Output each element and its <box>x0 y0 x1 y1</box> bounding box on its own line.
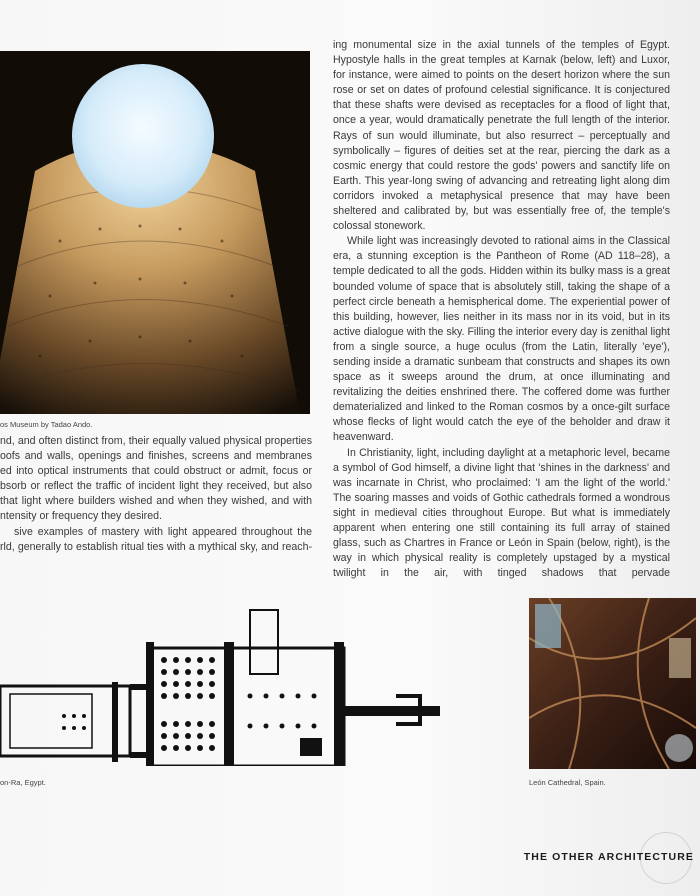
right-column <box>333 38 670 581</box>
left-column <box>0 434 312 555</box>
temple-floor-plan <box>0 598 440 766</box>
paragraph: sive examples of mastery with light appeared throughout the rld, generally to establish ritual ties with a mythical sky, and reach- <box>0 525 312 553</box>
museum-oculus-photo <box>0 51 310 414</box>
cathedral-photo <box>529 598 696 769</box>
plan-caption: on-Ra, Egypt. <box>0 778 46 787</box>
paragraph: nd, and often distinct from, their equally valued physical properties oofs and walls, openings and finishes, screens and membranes ed into optical instruments that could obstruct or admit, focus or bsorb or reflect the traffic of incident light they received, but also that light where builders wished and when they wished, and with ntensity or frequency they desired. <box>0 435 312 523</box>
cathedral-caption: León Cathedral, Spain. <box>529 778 606 787</box>
paragraph: In Christianity, light, including daylight at a metaphoric level, became a symbol of God himself, a divine light that 'shines in the darkness' and was incarnate in Christ, who proclaimed: 'I am the light of the world.' The soaring masses and voids of Gothic cathedrals formed a wondrous sight in medieval cities throughout Europe. But what is immediately apparent when entering one still containing its full array of stained glass, such as Chartres in France or León in Spain (below, right), is the way in which physical reality is completely upstaged by a mystical twilight in the air, with tinged shadows that pervade <box>333 446 670 580</box>
running-title: THE OTHER ARCHITECTURE <box>523 851 694 863</box>
paragraph: While light was increasingly devoted to rational aims in the Classical era, a stunning exception is the Pantheon of Rome (AD 118–28), a temple dedicated to all the gods. Hidden within its bulky mass is a great bounded volume of space that is absolutely still, taking the shape of a perfect circle beneath a hemispherical dome. The experiential power of this building, however, lies neither in its mass nor in its void, but in its active dialogue with the sky. Filling the interior every day is zenithal light from a single source, a huge oculus (from the Latin, literally 'eye'), sending inside a dramatic sunbeam that constructs and shapes its own space as it sweeps around the drum, at once illuminating and revitalizing the deities enshrined there. The coffered dome was further dematerialized and linked to the Roman cosmos by a once-gilt surface whose flecks of light would catch the eye of the beholder and draw it heavenward. <box>333 235 670 444</box>
photo-caption: os Museum by Tadao Ando. <box>0 420 93 429</box>
paragraph: ing monumental size in the axial tunnels of the temples of Egypt. Hypostyle halls in the great temples at Karnak (below, left) and Luxor, for instance, were aimed to points on the desert horizon where the sun rose or set on dates of profound celestial significance. It is conjectured that these shafts were devised as receptacles for a flood of light that, once a year, would dramatically penetrate the full length of the interior. Rays of sun would illuminate, but also resurrect – perceptually and symbolically – figures of deities set at the rear, piercing the dark as a cosmic energy that could restore the gods' powers and sanctify life on Earth. This year-long swing of advancing and retreating light along dim corridors invoked a metaphysical presence that may have been sheltered and calibrated by, but was essentially free of, the temple's colossal stonework. <box>333 39 670 233</box>
